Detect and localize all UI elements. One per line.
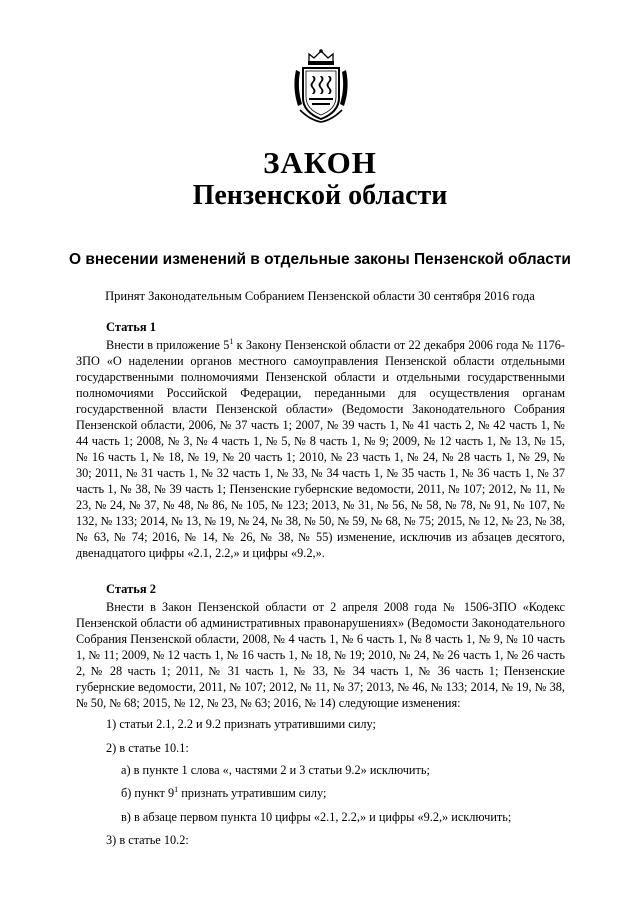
law-title: ЗАКОН <box>263 145 377 180</box>
list-item: а) в пункте 1 слова «, частями 2 и 3 статьи 9.2» исключить; <box>121 762 430 777</box>
list-item: 3) в статье 10.2: <box>106 833 189 847</box>
article-2-text: Внести в Закон Пензенской области от 2 апреля 2008 года № 1506-ЗПО «Кодекс Пензенской области об административных правонарушениях» (Ведомости Законодательного Собрания Пензенской области, 2008, № 4 часть 1, № 6 часть 1, № 8 часть 1, № 9, № 10 часть 1, № 11; 2009, № 12 часть 1, № 16 часть 1, № 18, № 19; 2010, № 24, № 26 часть 1, № 26 часть 2, № 28 часть 1; 2011, № 31 часть 1, № 33, № 34 часть 1, № 36 часть 1; Пензенские губернские ведомости, 2011, № 107; 2012, № 11, № 37; 2013, № 46, № 133; 2014, № 19, № 38, № 50, № 68; 2015, № 12, № 23, № 63; 2016, № 14) следующие изменения: <box>76 600 565 710</box>
article-1-text: Внести в приложение $5^1$ к Закону Пензенской области от 22 декабря 2006 года № 1176-ЗПО «О наделении органов местного самоуправления Пензенской области отдельными государственными полномочиями Пензенской области и отдельными государственными полномочиями Российской Федерации, переданными для осуществления органам государственной власти Пензенской области» (Ведомости Законодательного Собрания Пензенской области, 2006, № 37 часть 1; 2007, № 39 часть 1, № 41 часть 2, № 42 часть 1, № 44 часть 1; 2008, № 3, № 4 часть 1, № 5, № 8 часть 1, № 9; 2009, № 12 часть 1, № 13, № 15, № 16 часть 1, № 18, № 19, № 20 часть 1; 2010, № 23 часть 1, № 24, № 28 часть 1, № 29, № 30; 2011, № 31 часть 1, № 32 часть 1, № 33, № 34 часть 1, № 35 часть 1, № 36 часть 1, № 37 часть 1, № 38, № 39 часть 1; Пензенские губернские ведомости, 2011, № 107; 2012, № 11, № 23, № 24, № 37, № 48, № 86, № 105, № 123; 2013, № 31, № 56, № 58, № 78, № 91, № 107, № 132, № 133; 2014, № 13, № 19, № 24, № 38, № 50, № 59, № 68, № 75; 2015, № 12, № 23, № 38, № 63, № 74; 2016, № 14, № 26, № 38, № 55) изменение, исключив из абзацев десятого, двенадцатого цифры «2.1, 2.2,» и цифры «9.2,». <box>76 336 565 560</box>
document-heading: О внесении изменений в отдельные законы Пензенской области <box>69 251 571 268</box>
amendments-list <box>76 716 565 848</box>
coat-of-arms-icon <box>290 48 352 124</box>
article-1-title: Статья 1 <box>106 320 156 334</box>
list-item: в) в абзаце первом пункта 10 цифры «2.1, 2.2,» и цифры «9.2,» исключить; <box>121 809 512 824</box>
list-item: 2) в статье 10.1: а) в пункте 1 слова «, частями 2 и 3 статьи 9.2» исключить; б) пункт $9^1$ признать утратившим силу; в) в абзаце первом пункта 10 цифры «2.1, 2.2,» и цифры «9.2,» исключить; <box>106 740 565 825</box>
article-2 <box>76 581 565 856</box>
list-item: 1) статьи 2.1, 2.2 и 9.2 признать утратившими силу; <box>106 717 376 731</box>
list-item: б) пункт $9^1$ признать утратившим силу; <box>121 784 327 800</box>
adoption-note: Принят Законодательным Собранием Пензенской области 30 сентября 2016 года <box>105 289 535 303</box>
law-subtitle: Пензенской области <box>192 180 448 211</box>
article-2-title: Статья 2 <box>106 582 156 596</box>
sub-list <box>106 762 565 825</box>
article-1 <box>76 319 565 561</box>
